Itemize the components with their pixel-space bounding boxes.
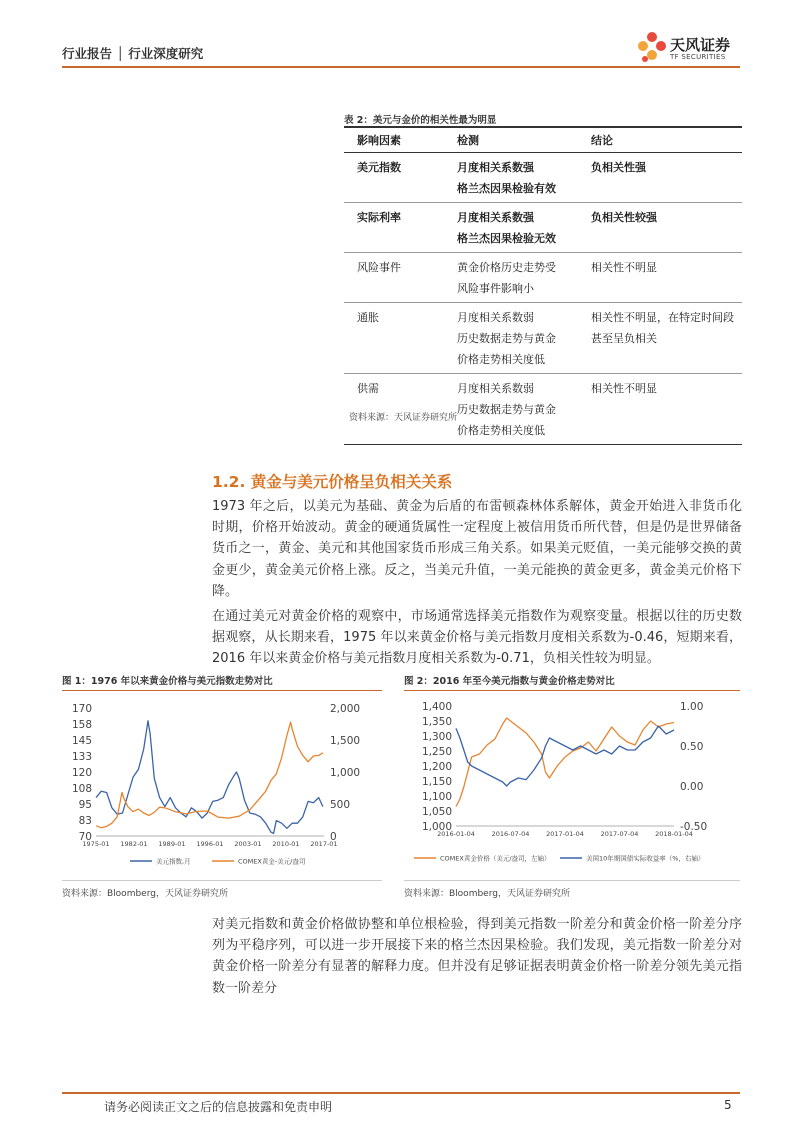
y-left-tick-label: 158 <box>71 719 92 731</box>
series-line <box>456 726 674 786</box>
y-right-tick-label: 0 <box>330 831 337 843</box>
row-conclusion: 负相关性强 <box>591 161 646 174</box>
company-logo <box>636 30 746 66</box>
row-test: 黄金价格历史走势受 风险事件影响小 <box>457 261 556 295</box>
header-conclusion: 结论 <box>578 127 742 153</box>
y-right-tick-label: -0.50 <box>680 821 708 833</box>
y-left-tick-label: 1,050 <box>421 806 452 818</box>
y-left-tick-label: 83 <box>78 815 92 827</box>
correlation-table <box>344 126 742 445</box>
row-conclusion: 相关性不明显，在特定时间段 甚至呈负相关 <box>591 311 734 345</box>
row-factor: 风险事件 <box>357 261 401 274</box>
y-left-tick-label: 120 <box>71 767 92 779</box>
table-row <box>344 253 742 303</box>
y-left-tick-label: 1,000 <box>421 821 452 833</box>
y-right-tick-label: 1,500 <box>330 735 361 747</box>
figure1-bottom-rule <box>62 880 382 881</box>
y-left-tick-label: 170 <box>71 703 92 715</box>
figure1-source: 资料来源：Bloomberg，天风证券研究所 <box>62 889 228 899</box>
row-factor: 通胀 <box>357 311 379 324</box>
figure1-title-rule <box>62 690 382 691</box>
header-test: 检测 <box>444 127 578 153</box>
y-right-tick-label: 1,000 <box>330 767 361 779</box>
report-type-label: 行业报告 │ 行业深度研究 <box>62 46 204 61</box>
series-line <box>96 722 323 828</box>
y-left-tick-label: 108 <box>71 783 92 795</box>
legend-label: COMEX黄金-美元/盎司 <box>238 857 306 866</box>
table-header-row <box>344 127 742 153</box>
logo-english: TF SECURITIES <box>670 53 726 61</box>
x-tick-label: 2010-01 <box>272 840 300 848</box>
paragraph-2: 在通过美元对黄金价格的观察中，市场通常选择美元指数作为观察变量。根据以往的历史数据观察，从长期来看，1975 年以来黄金价格与美元指数月度相关系数为-0.46，短期来看，2016 年以来黄金价格与美元指数月度相关系数为-0.71，负相关性较为明显。 <box>212 609 742 667</box>
row-conclusion: 相关性不明显 <box>591 261 657 274</box>
x-tick-label: 2017-01 <box>310 840 338 848</box>
y-left-tick-label: 1,350 <box>421 716 452 728</box>
row-conclusion: 负相关性较强 <box>591 211 657 224</box>
section-title: 1.2. 黄金与美元价格呈负相关关系 <box>212 473 453 491</box>
paragraph-1: 1973 年之后，以美元为基础、黄金为后盾的布雷顿森林体系解体，黄金开始进入非货币化时期，价格开始波动。黄金的硬通货属性一定程度上被信用货币所代替，但是仍是世界储备货币之一，黄金、美元和其他国家货币形成三角关系。如果美元贬值，一美元能够交换的黄金更少，黄金美元价格上涨。反之，当美元升值，一美元能换的黄金更多，黄金美元价格下降。 <box>212 499 742 599</box>
figure2-title: 图 2：2016 年至今美元指数与黄金价格走势对比 <box>404 676 615 687</box>
x-tick-label: 2003-01 <box>234 840 262 848</box>
y-right-tick-label: 0.50 <box>680 741 704 753</box>
table-caption: 表 2：美元与金价的相关性最为明显 <box>344 115 497 126</box>
y-right-tick-label: 500 <box>330 799 351 811</box>
row-factor: 实际利率 <box>357 211 401 224</box>
row-factor: 美元指数 <box>357 161 401 174</box>
figure2-chart <box>404 696 740 876</box>
y-right-tick-label: 2,000 <box>330 703 361 715</box>
table-row <box>344 303 742 374</box>
x-tick-label: 2016-01-04 <box>437 830 475 838</box>
legend-label: 美元指数,月 <box>156 857 191 866</box>
page-number: 5 <box>724 1098 732 1112</box>
footer-disclaimer: 请务必阅读正文之后的信息披露和免责申明 <box>104 1100 333 1114</box>
row-factor: 供需 <box>357 382 379 395</box>
x-tick-label: 1975-01 <box>82 840 110 848</box>
row-conclusion: 相关性不明显 <box>591 382 657 395</box>
legend-label: 美国10年期国债实际收益率（%，右轴） <box>586 854 705 863</box>
table-row <box>344 153 742 203</box>
y-left-tick-label: 1,100 <box>421 791 452 803</box>
y-left-tick-label: 1,400 <box>421 701 452 713</box>
row-test: 月度相关系数强 格兰杰因果检验无效 <box>457 211 556 245</box>
logo-name: 天风证券 <box>670 36 731 54</box>
x-tick-label: 1982-01 <box>120 840 148 848</box>
paragraph-3: 对美元指数和黄金价格做协整和单位根检验，得到美元指数一阶差分和黄金价格一阶差分序列为平稳序列，可以进一步开展接下来的格兰杰因果检验。我们发现，美元指数一阶差分对黄金价格一阶差分有显著的解释力度。但并没有足够证据表明黄金价格一阶差分领先美元指数一阶差分 <box>212 917 742 996</box>
y-left-tick-label: 1,200 <box>421 761 452 773</box>
x-tick-label: 1989-01 <box>158 840 186 848</box>
y-left-tick-label: 1,150 <box>421 776 452 788</box>
figure1-chart <box>62 696 382 876</box>
series-line <box>96 721 323 834</box>
table-source: 资料来源：天风证券研究所 <box>349 413 458 423</box>
row-test: 月度相关系数弱 历史数据走势与黄金 价格走势相关度低 <box>457 382 556 437</box>
logo-mark-icon <box>636 30 668 64</box>
y-left-tick-label: 70 <box>78 831 92 843</box>
x-tick-label: 2016-07-04 <box>491 830 530 838</box>
y-left-tick-label: 1,250 <box>421 746 452 758</box>
y-left-tick-label: 133 <box>71 751 92 763</box>
figure2-title-rule <box>404 690 740 691</box>
x-tick-label: 2018-01-04 <box>655 830 693 838</box>
row-test: 月度相关系数强 格兰杰因果检验有效 <box>457 161 556 195</box>
y-left-tick-label: 95 <box>78 799 92 811</box>
figure2-bottom-rule <box>404 880 740 881</box>
table-row <box>344 374 742 445</box>
series-line <box>456 718 674 807</box>
x-tick-label: 1996-01 <box>196 840 224 848</box>
x-tick-label: 2017-01-04 <box>546 830 584 838</box>
header-factor: 影响因素 <box>344 127 444 153</box>
y-left-tick-label: 145 <box>71 735 92 747</box>
footer-divider <box>62 1092 740 1094</box>
figure2-source: 资料来源：Bloomberg，天风证券研究所 <box>404 889 570 899</box>
table-row <box>344 203 742 253</box>
header-divider <box>62 66 740 68</box>
y-right-tick-label: 0.00 <box>680 781 704 793</box>
y-left-tick-label: 1,300 <box>421 731 452 743</box>
legend-label: COMEX黄金价格（美元/盎司，左轴） <box>440 854 551 863</box>
figure1-title: 图 1：1976 年以来黄金价格与美元指数走势对比 <box>62 676 273 687</box>
row-test: 月度相关系数弱 历史数据走势与黄金 价格走势相关度低 <box>457 311 556 366</box>
y-right-tick-label: 1.00 <box>680 701 704 713</box>
x-tick-label: 2017-07-04 <box>600 830 639 838</box>
